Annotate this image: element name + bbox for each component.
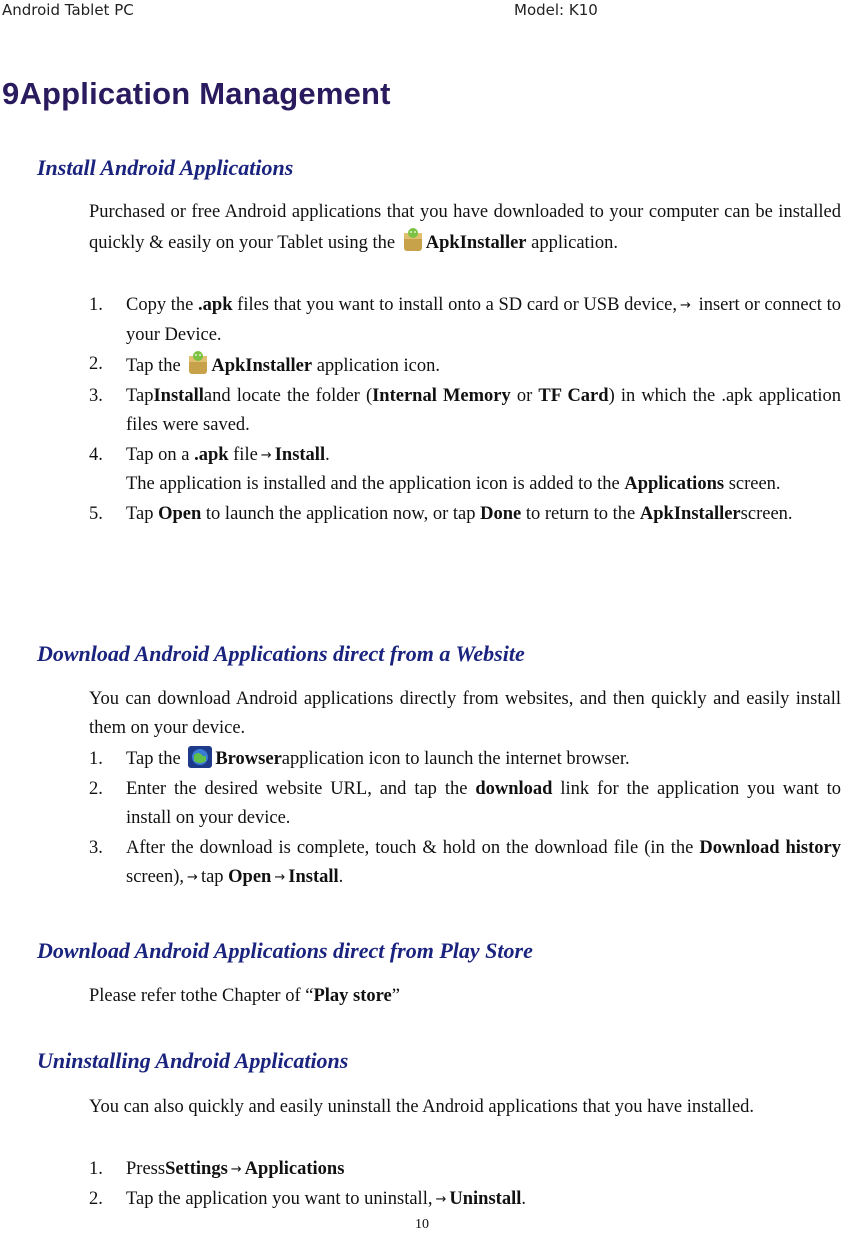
arrow-icon: →	[679, 298, 691, 313]
list-item: 2. Enter the desired website URL, and tap the download link for the application you want to install on your device.	[89, 778, 841, 828]
android-package-icon	[187, 350, 209, 376]
list-item: 1. PressSettings → Applications	[89, 1159, 345, 1179]
list-item: 5. Tap Open to launch the application now, or tap Done to return to the ApkInstallerscreen.	[89, 503, 793, 524]
arrow-icon: →	[187, 870, 198, 885]
list-item: 2. Tap the application you want to uninstall, → Uninstall.	[89, 1188, 526, 1209]
list-item: 1. Copy the .apk files that you want to install onto a SD card or USB device, → insert or connect to your Device.	[89, 295, 841, 345]
website-steps	[89, 745, 841, 893]
uninstall-intro: You can also quickly and easily uninstall the Android applications that you have installed.	[89, 1097, 755, 1117]
install-intro: Purchased or free Android applications that you have downloaded to your computer can be installed quickly & easily on your Tablet using the ApkInstaller application.	[89, 202, 841, 253]
store-text: Please refer tothe Chapter of “Play store”	[89, 986, 400, 1006]
list-item: 2. Tap the ApkInstaller application icon.	[89, 350, 841, 382]
list-item: 3. TapInstalland locate the folder (Internal Memory or TF Card) in which the .apk application files were saved.	[89, 385, 841, 435]
section-heading-play-store: Download Android Applications direct from Play Store	[37, 938, 533, 963]
list-item: 1. Tap the Browserapplication icon to launch the internet browser.	[89, 745, 841, 775]
section-heading-install: Install Android Applications	[37, 155, 294, 180]
arrow-icon: →	[274, 870, 286, 885]
page-header	[0, 0, 844, 22]
globe-icon	[187, 745, 213, 771]
arrow-icon: →	[230, 1162, 242, 1177]
install-steps	[89, 291, 841, 529]
page-number: 10	[415, 1217, 429, 1232]
list-item: 4. Tap on a .apk file → Install. The application is installed and the application icon is added to the Applications screen.	[89, 444, 781, 494]
android-package-icon	[402, 227, 424, 253]
page-title: 9Application Management	[2, 76, 391, 111]
section-heading-website: Download Android Applications direct from a Website	[37, 641, 525, 666]
arrow-icon: →	[260, 447, 272, 463]
list-item: 3. After the download is complete, touch & hold on the download file (in the Download history screen), → tap Open → Install.	[89, 837, 841, 887]
arrow-icon: →	[435, 1191, 447, 1207]
section-heading-uninstall: Uninstalling Android Applications	[37, 1048, 349, 1073]
header-model: Model: K10	[514, 1, 598, 19]
website-intro: You can download Android applications directly from websites, and then quickly and easily install them on your device.	[89, 689, 841, 738]
uninstall-steps	[89, 1155, 841, 1214]
header-product: Android Tablet PC	[2, 1, 134, 19]
